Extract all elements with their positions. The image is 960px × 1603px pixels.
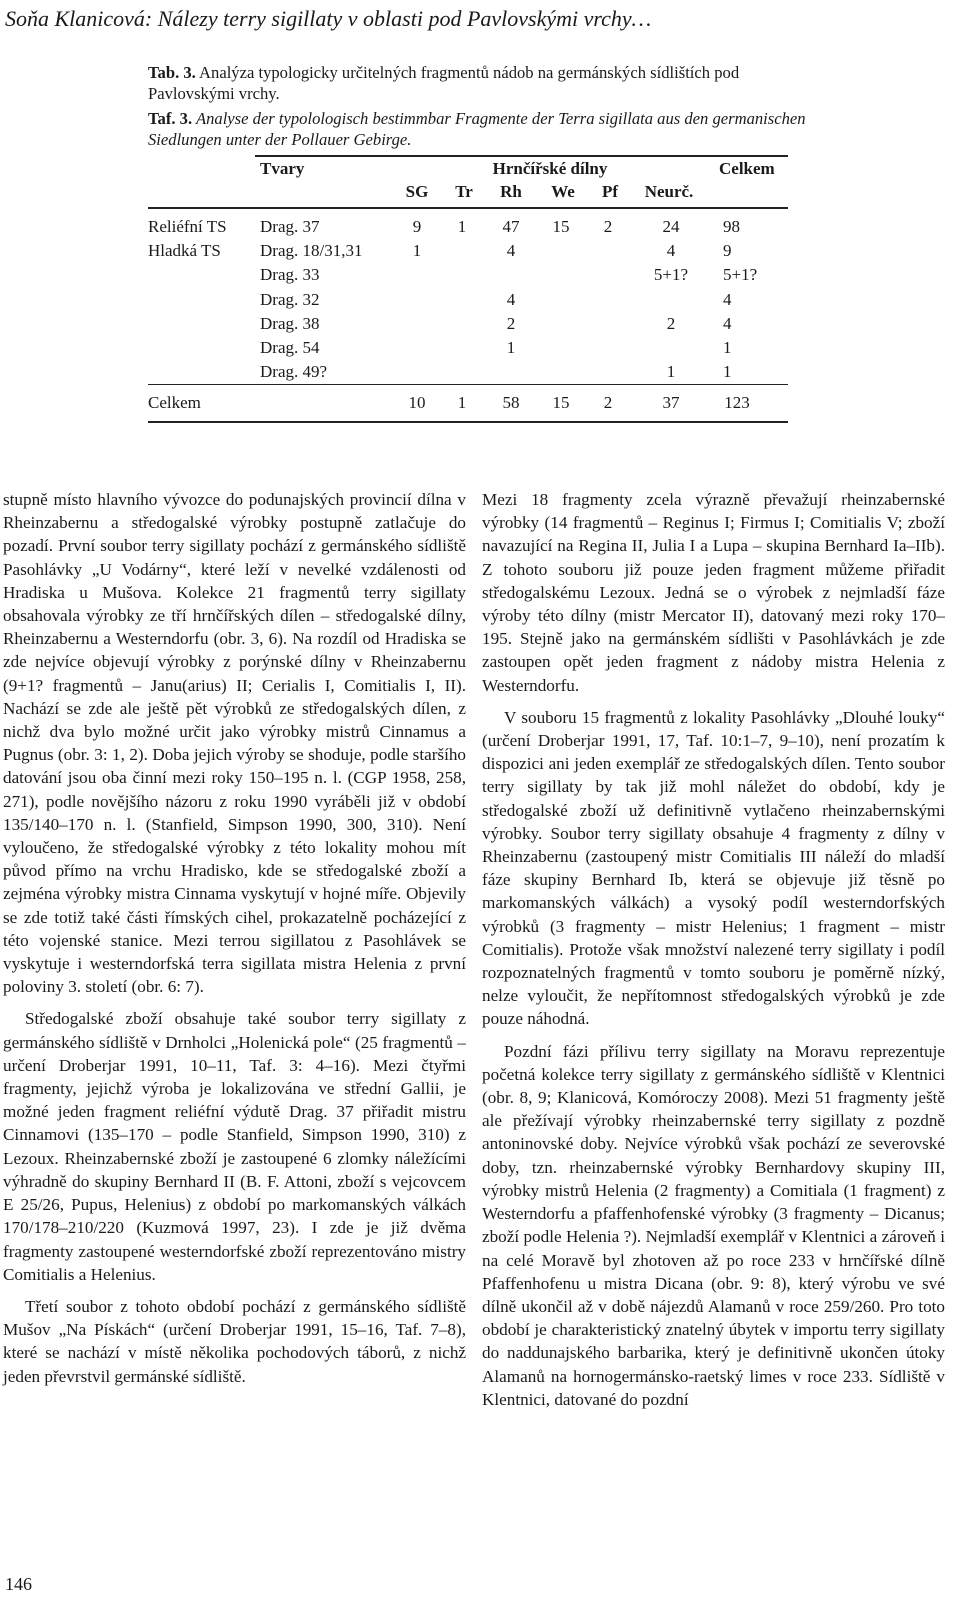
table-cell-neurc: 2 xyxy=(666,313,676,333)
table-cell-form: Drag. 18/31,31 xyxy=(260,241,363,261)
body-column-left xyxy=(3,488,466,1388)
paragraph: stupně místo hlavního vývozce do podunajských provincií dílna v Rheinzabernu a středogalské výrobky postupně zatlačuje do pozadí. První soubor terry sigillaty pochází z germánského sídliště Pasohlávky „U Vodárny“, které leží v nevelké vzdálenosti od Hradiska u Mušova. Kolekce 21 fragmentů terry sigillaty obsahovala výrobky ze tří hrnčířských dílen – středogalské dílny, Rheinzabernu a Westerndorfu (obr. 3, 6). Na rozdíl od Hradiska se zde nejvíce objevují výrobky z porýnské dílny v Rheinzabernu (9+1? fragmentů – Janu(arius) II; Cerialis I, Comitialis I, II). Nachází se zde ale ještě pět výrobků ze středogalských dílen, z nichž dva bylo možné určit jako výrobky mistrů Cinnamus a Pugnus (obr. 3: 1, 2). Doba jejich výroby se shoduje, podle staršího datování jsou oba činní mezi roky 150–195 n. l. (CGP 1958, 258, 271), podle novějšího názoru z roku 1990 vyráběli již v období 135/140–170 n. l. (Stanfield, Simpson 1990, 300, 310). Není vyloučeno, že středogalské výrobky z této lokality mohou mít původ přímo na vrchu Hradisko, kde se středogalské zboží a zejména výrobky mistra Cinnama vyskytují v hojné míře. Objevily se zde totiž také části římských cihel, prokazatelně pocházející z této vojenské stanice. Mezi terrou sigillatou z Pasohlávek se vyskytuje i westerndorfská terra sigillata mistra Helenia z první poloviny 3. století (obr. 6: 7). xyxy=(3,490,466,997)
table-cell-total: 4 xyxy=(723,313,732,333)
caption-german xyxy=(148,108,808,150)
caption-czech-label: Tab. 3. xyxy=(148,63,196,82)
body-column-right xyxy=(482,488,945,1411)
header-we: We xyxy=(551,182,575,201)
header-tr: Tr xyxy=(455,182,473,201)
total-we: 15 xyxy=(552,393,570,412)
table-cell-form: Drag. 32 xyxy=(260,289,320,309)
caption-german-label: Taf. 3. xyxy=(148,109,193,128)
header-tvary: Tvary xyxy=(260,159,305,178)
table-cell-tr: 1 xyxy=(457,217,467,236)
table-cell-form: Drag. 33 xyxy=(260,265,320,285)
caption-german-text: Analyse der typolologisch bestimmbar Fragmente der Terra sigillata aus den germanischen Siedlungen unter der Pollauer Gebirge. xyxy=(148,109,806,149)
table-header-rule xyxy=(148,207,788,209)
total-neurc: 37 xyxy=(662,393,680,412)
table-cell-rh: 2 xyxy=(506,313,516,333)
table-cell-total: 1 xyxy=(723,338,732,357)
header-workshops: Hrnčířské dílny xyxy=(492,159,608,178)
table-cell-group: Reliéfní TS xyxy=(148,217,227,236)
header-total: Celkem xyxy=(719,159,775,178)
header-rh: Rh xyxy=(500,182,522,201)
header-pf: Pf xyxy=(601,182,619,201)
total-pf: 2 xyxy=(603,393,613,412)
table-bottom-rule xyxy=(148,421,788,423)
paragraph: Středogalské zboží obsahuje také soubor terry sigillaty z germánského sídliště v Drnholci „Holenická pole“ (25 fragmentů – určení Droberjar 1991, 10–11, Taf. 3: 4–16). Mezi čtyřmi fragmenty, jejichž výroba je lokalizována ve střední Gallii, je možné jeden fragment reliéfní výdutě Drag. 37 přiřadit mistru Cinnamovi (135–170 – podle Stanfield, Simpson 1990, 310) z Lezoux. Rheinzabernské zboží je zastoupené 6 zlomky náležícími výhradně do skupiny Bernhard II (B. F. Attoni, zboží s vejcovcem E 25/26, Pupus, Helenius) z období po markomanských válkách 170/178–210/220 (Kuzmová 1997, 23). I zde je již dvěma fragmenty zastoupené westerndorfské zboží reprezentováno mistry Comitialis a Helenius. xyxy=(3,1009,466,1284)
table-captions xyxy=(148,62,808,150)
table-cell-neurc: 5+1? xyxy=(653,265,689,285)
table-cell-pf: 2 xyxy=(603,217,613,236)
table-cell-total: 5+1? xyxy=(723,265,758,285)
header-neurc: Neurč. xyxy=(644,182,694,201)
table-cell-rh: 47 xyxy=(502,217,520,236)
caption-czech-text: Analýza typologicky určitelných fragmentů nádob na germánských sídlištích pod Pavlovskými vrchy. xyxy=(148,63,740,103)
table-cell-form: Drag. 37 xyxy=(260,217,320,236)
table-cell-rh: 1 xyxy=(506,338,516,357)
total-tr: 1 xyxy=(457,393,467,412)
running-head: Soňa Klanicová: Nálezy terry sigillaty v oblasti pod Pavlovskými vrchy… xyxy=(5,6,652,31)
paragraph: Pozdní fázi přílivu terry sigillaty na Moravu reprezentuje početná kolekce terry sigillaty z germánského sídliště v Klentnici (obr. 8, 9; Klanicová, Komóroczy 2008). Mezi 51 fragmenty ještě ale přežívají výrobky rheinzabernské terry sigillaty z pozdně antoninovské doby. Nejvíce výrobků však pochází ze severovské doby, tzn. rheinzabernské výrobky Bernhardovy skupiny III, výrobky mistrů Helenia (2 fragmenty) a Comitiala (1 fragment) z Westerndorfu a pfaffenhofenské výrobky (3 fragmenty – Dicanus; zboží podle Helenia ?). Nejmladší exemplář v Klentnici a zároveň i na celé Moravě byl zhotoven až po roce 233 v hrnčířské dílně Pfaffenhofenu u mistra Dicana (obr. 9: 8), který výrobu ve své dílně ukončil až v době nájezdů Alamanů v roce 259/260. Pro toto období je charakteristický znatelný úbytek v importu terry sigillaty do naddunajského barbarika, který je definitivně ukončen útoky Alamanů na hornogermánsko-raetský limes v roce 233. Sídliště v Klentnici, datované do pozdní xyxy=(482,1041,945,1409)
paragraph: Třetí soubor z tohoto období pochází z germánského sídliště Mušov „Na Pískách“ (určení Droberjar 1991, 15–16, Taf. 7–8), které se nachází v místě několika pochodových táborů, z nichž jeden převrstvil germánské sídliště. xyxy=(3,1296,466,1386)
table-cell-form: Drag. 54 xyxy=(260,338,320,357)
table-cell-total: 98 xyxy=(723,217,740,236)
table-cell-total: 1 xyxy=(723,362,732,382)
table-total-rule xyxy=(148,384,788,385)
table-cell-form: Drag. 49? xyxy=(260,362,328,382)
paragraph: Mezi 18 fragmenty zcela výrazně převažují rheinzabernské výrobky (14 fragmentů – Reginus I; Firmus I; Comitialis V; zboží navazující na Regina II, Julia I a Lupa – skupina Bernhard Ia–IIb). Z tohoto souboru již pouze jeden fragment můžeme přiřadit středogalskému Lezoux. Jedná se o výrobek z nejmladší fáze výroby této dílny (mistr Mercator II), datovaný mezi roky 170–195. Stejně jako na germánském sídlišti v Pasohlávkách je zde zastoupen opět jeden fragment z nádoby mistra Helenia z Westerndorfu. xyxy=(482,490,945,695)
total-sg: 10 xyxy=(408,393,426,412)
table-cell-form: Drag. 38 xyxy=(260,313,320,333)
table-cell-sg: 9 xyxy=(412,217,422,236)
header-sg: SG xyxy=(405,182,429,201)
total-label: Celkem xyxy=(148,393,201,412)
table-cell-neurc: 1 xyxy=(666,362,676,382)
table-cell-group: Hladká TS xyxy=(148,241,221,261)
caption-czech xyxy=(148,62,808,104)
table-cell-we: 15 xyxy=(552,217,570,236)
table-cell-neurc: 4 xyxy=(666,241,676,261)
total-rh: 58 xyxy=(502,393,520,412)
table-cell-rh: 4 xyxy=(506,289,516,309)
table-cell-rh: 4 xyxy=(506,241,516,261)
table-cell-total: 9 xyxy=(723,241,732,261)
table-cell-neurc: 24 xyxy=(662,217,680,236)
table-cell-total: 4 xyxy=(723,289,732,309)
paragraph: V souboru 15 fragmentů z lokality Pasohlávky „Dlouhé louky“ (určení Droberjar 1991, 17, Taf. 10:1–7, 9–10), není prozatím k dispozici ani jeden exemplář ze středogalských dílen. Tento soubor terry sigillaty by tak již mohl náležet do období, kdy je středogalské zboží už definitivně vytlačeno rheinzabernskými výrobky. Soubor terry sigillaty obsahuje 4 fragmenty z dílny v Rheinzabernu (zastoupený mistr Comitialis III náleží do mladší fáze skupiny Bernhard Ib, která se objevuje již těsně po markomanských válkách) a vysoký podíl westerndorfských výrobků (3 fragmenty – mistr Helenius; 1 fragment – mistr Comitialis). Protože však množství nalezené terry sigillaty i podíl rozpoznatelných fragmentů v tomto souboru je poměrně nízký, nelze vyloučit, že nepřítomnost středogalských výrobků je zde pouze náhodná. xyxy=(482,707,945,1029)
table-cell-sg: 1 xyxy=(412,241,422,261)
total-total: 123 xyxy=(724,393,750,412)
page-number: 146 xyxy=(5,1574,32,1594)
table-top-rule xyxy=(255,155,788,157)
